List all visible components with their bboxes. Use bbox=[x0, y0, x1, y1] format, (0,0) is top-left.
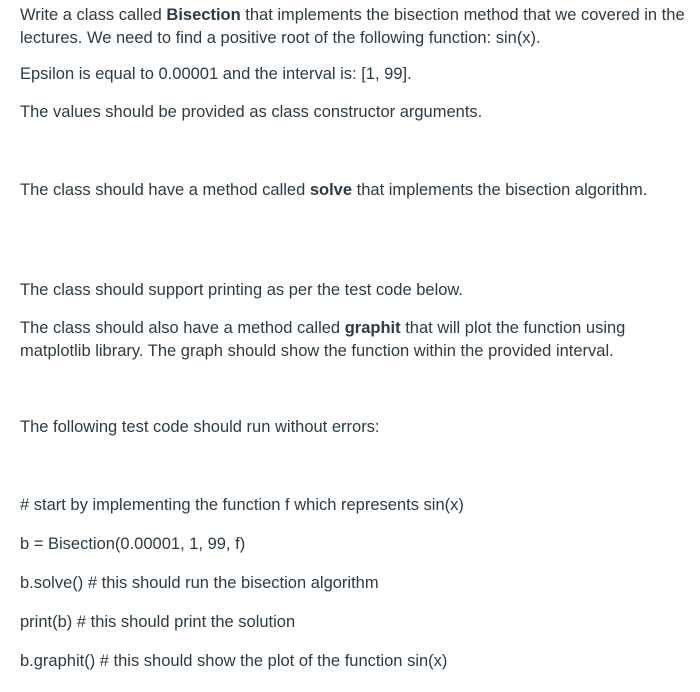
solve-text-start: The class should have a method called bbox=[20, 181, 310, 199]
code-line-graphit: b.graphit() # this should show the plot of the function sin(x) bbox=[20, 652, 448, 670]
solve-method-paragraph bbox=[20, 179, 685, 202]
graphit-text-end: that will plot the function using matplotlib library. The graph should show the function within the provided interval. bbox=[20, 319, 626, 360]
printing-paragraph: The class should support printing as per the test code below. bbox=[20, 281, 464, 299]
constructor-args-paragraph: The values should be provided as class constructor arguments. bbox=[20, 103, 483, 121]
intro-text-start: Write a class called bbox=[20, 6, 167, 24]
method-name-graphit: graphit bbox=[344, 319, 401, 337]
solve-text-end: that implements the bisection algorithm. bbox=[352, 181, 648, 199]
intro-paragraph bbox=[20, 4, 685, 50]
epsilon-paragraph: Epsilon is equal to 0.00001 and the interval is: [1, 99]. bbox=[20, 65, 412, 83]
graphit-method-paragraph bbox=[20, 317, 685, 363]
graphit-text-start: The class should also have a method called bbox=[20, 319, 345, 337]
class-name-bisection: Bisection bbox=[166, 6, 241, 24]
code-line-solve: b.solve() # this should run the bisection algorithm bbox=[20, 574, 379, 592]
code-line-print: print(b) # this should print the solution bbox=[20, 613, 296, 631]
test-code-intro-paragraph: The following test code should run without errors: bbox=[20, 418, 380, 436]
intro-text-end: that implements the bisection method that we covered in the lectures. We need to find a positive root of the following function: sin(x). bbox=[20, 6, 685, 47]
code-line-comment: # start by implementing the function f which represents sin(x) bbox=[20, 496, 464, 514]
method-name-solve: solve bbox=[309, 181, 353, 199]
code-line-constructor: b = Bisection(0.00001, 1, 99, f) bbox=[20, 535, 246, 553]
